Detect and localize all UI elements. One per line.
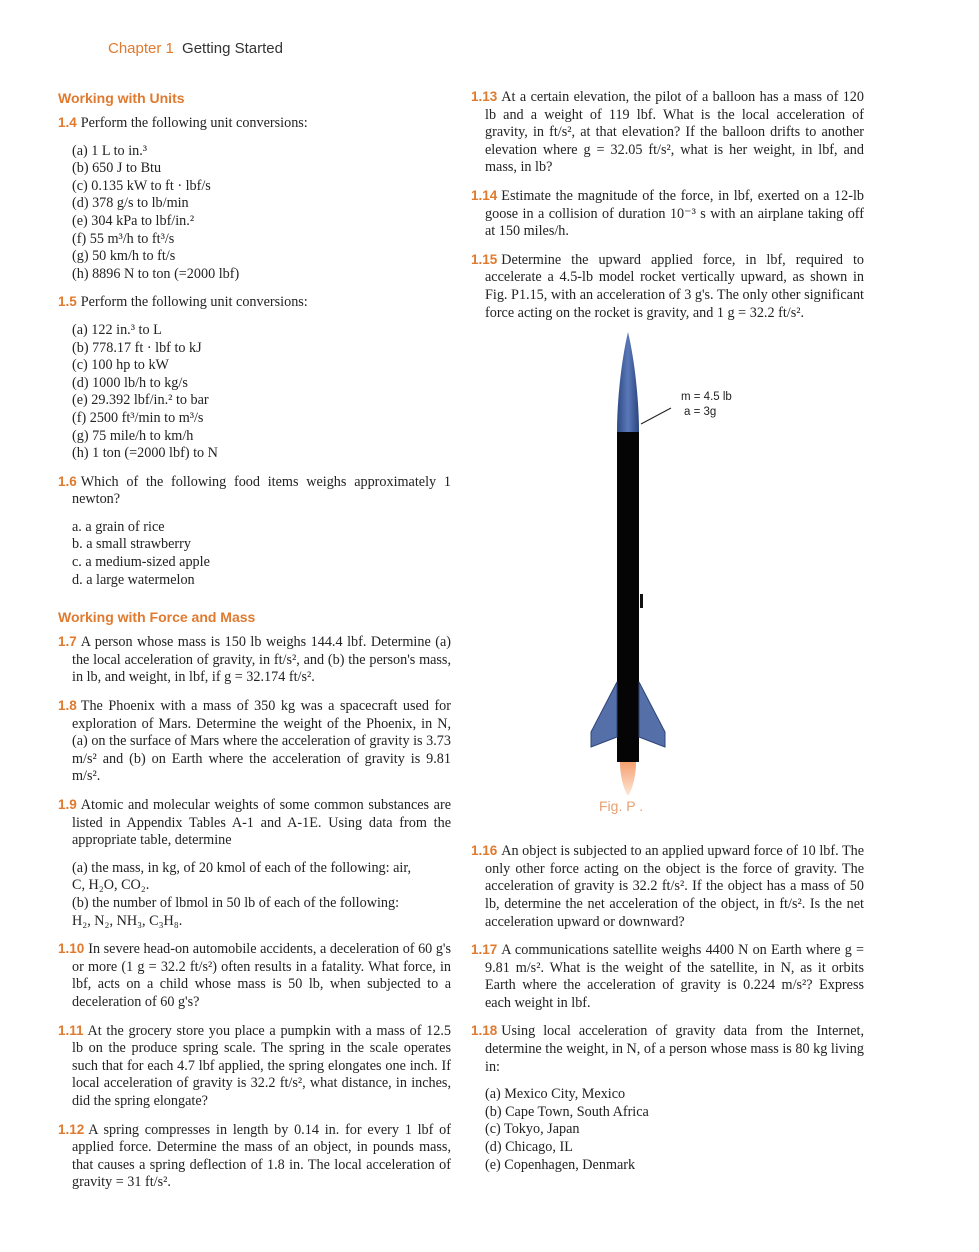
- problem-1-18: [471, 1022, 864, 1076]
- problem-1-12: [58, 1121, 451, 1192]
- problem-number: 1.7: [58, 634, 77, 650]
- problem-number: 1.18: [471, 1023, 498, 1039]
- problem-1-6: [58, 473, 451, 509]
- list-item: (h) 8896 N to ton (=2000 lbf): [72, 265, 240, 282]
- problem-number: 1.11: [58, 1022, 84, 1038]
- problem-1-13: [471, 88, 864, 177]
- right-fin: [639, 682, 665, 747]
- problem-1-8: [58, 697, 451, 786]
- nose-cone: [617, 332, 639, 432]
- problem-text: Perform the following unit conversions:: [80, 294, 308, 311]
- problem-number: 1.8: [58, 698, 77, 714]
- problem-number: 1.9: [58, 797, 77, 812]
- problem-text: An object is subjected to an applied upward force of 10 lbf. The only other force acting on the object is the force of gravity. The acceleration of gravity is 32.2 ft/s². If the object has a mass of 50 lb, determine the net acceleration of the object, in ft/s². Is the net acceleration upward or downward?: [485, 843, 864, 930]
- list-item: d. a large watermelon: [72, 571, 195, 588]
- list-item: (a) the mass, in kg, of 20 kmol of each of the following: air,: [72, 859, 412, 876]
- problem-1-9-items: [72, 860, 451, 930]
- problem-text: Estimate the magnitude of the force, in lbf, exerted on a 12-lb goose in a collision of duration 10⁻³ s with an airplane taking off at 150 miles/h.: [485, 187, 864, 240]
- list-item: (e) 29.392 lbf/in.² to bar: [72, 392, 209, 409]
- problem-number: 1.10: [58, 941, 85, 957]
- problem-1-16: [471, 842, 864, 931]
- problem-1-4: [58, 114, 451, 133]
- problem-number: 1.4: [58, 115, 77, 130]
- problem-1-6-items: [72, 519, 451, 589]
- list-item: (h) 1 ton (=2000 lbf) to N: [72, 445, 218, 462]
- rocket-illustration: [471, 332, 864, 802]
- section-heading-force-mass: Working with Force and Mass: [58, 609, 256, 626]
- left-fin: [591, 682, 617, 747]
- list-item: (c) 0.135 kW to ft · lbf/s: [72, 177, 211, 194]
- chapter-label: Chapter 1: [108, 40, 174, 57]
- list-item: (b) Cape Town, South Africa: [485, 1103, 649, 1120]
- list-item: (d) Chicago, IL: [485, 1139, 573, 1156]
- problem-number: 1.17: [471, 942, 498, 958]
- list-item: a. a grain of rice: [72, 518, 165, 535]
- list-item: (b) the number of lbmol in 50 lb of each of the following:: [72, 894, 400, 911]
- launch-lug: [640, 594, 643, 608]
- problem-1-17: [471, 941, 864, 1012]
- problem-text: A person whose mass is 150 lb weighs 144.4 lbf. Determine (a) the local acceleration of gravity, in ft/s², and (b) the person's mass, in lb, and weight, in lbf, if g = 32.174 ft/s².: [72, 634, 451, 686]
- problem-number: 1.14: [471, 187, 498, 203]
- problem-text: Perform the following unit conversions:: [80, 115, 308, 131]
- list-item: H₂, N₂, NH₃, C₃H₈.: [72, 912, 183, 929]
- list-item: (a) Mexico City, Mexico: [485, 1086, 626, 1103]
- problem-number: 1.16: [471, 843, 498, 859]
- problem-number: 1.13: [471, 89, 498, 104]
- page-header: [108, 40, 283, 57]
- list-item: (d) 378 g/s to lb/min: [72, 195, 189, 212]
- problem-text: Determine the upward applied force, in lbf, required to accelerate a 4.5-lb model rocket vertically upward, as shown in Fig. P1.15, with an acceleration of 3 g's. The only other significant force acting on the rocket is gravity, and 1 g = 32.2 ft/s².: [485, 251, 864, 321]
- problem-text: Using local acceleration of gravity data from the Internet, determine the weight, in N, of a person whose mass is 80 kg living in:: [485, 1023, 864, 1075]
- problem-number: 1.6: [58, 473, 77, 489]
- list-item: c. a medium-sized apple: [72, 554, 210, 571]
- acceleration-label: a = 3g: [684, 406, 717, 419]
- problem-text: A communications satellite weighs 4400 N on Earth where g = 9.81 m/s². What is the weight of the satellite, in N, as it orbits Earth where the acceleration of gravity is 0.224 m/s²? Express each weight in lbf.: [485, 942, 864, 1011]
- problem-1-10: [58, 940, 451, 1011]
- list-item: (b) 778.17 ft · lbf to kJ: [72, 339, 202, 356]
- problem-number: 1.12: [58, 1121, 85, 1137]
- section-heading-units: Working with Units: [58, 90, 185, 106]
- list-item: (c) 100 hp to kW: [72, 357, 169, 374]
- mass-label: m = 4.5 lb: [681, 391, 732, 404]
- problem-text: At the grocery store you place a pumpkin with a mass of 12.5 lb on the produce spring scale. The spring in the scale operates such that for each 4.7 lbf applied, the spring elongates one inch. If local acceleration of gravity is 32.2 ft/s², what distance, in inches, did the spring elongate?: [72, 1022, 451, 1109]
- list-item: (a) 122 in.³ to L: [72, 321, 162, 338]
- problem-1-15: [471, 251, 864, 322]
- rocket-body: [617, 432, 639, 762]
- chapter-title: Getting Started: [182, 40, 283, 57]
- problem-text: Which of the following food items weighs approximately 1 newton?: [72, 473, 451, 508]
- exhaust-flame: [620, 762, 636, 796]
- problem-number: 1.15: [471, 251, 498, 267]
- list-item: (f) 55 m³/h to ft³/s: [72, 230, 175, 247]
- figure-caption: Fig. P .: [599, 798, 644, 815]
- problem-1-18-items: [485, 1086, 864, 1174]
- right-column: [471, 88, 864, 1184]
- problem-text: In severe head-on automobile accidents, a deceleration of 60 g's or more (1 g = 32.2 ft/s²) often results in a fatality. What force, in lbf, acts on a child whose mass is 50 lb, when subjected to a deceleration of 60 g's?: [72, 941, 451, 1010]
- problem-text: A spring compresses in length by 0.14 in. for every 1 lbf of applied force. Determine the mass of an object, in pounds mass, that causes a spring deflection of 1.8 in. The local acceleration of gravity = 31 ft/s².: [72, 1121, 451, 1191]
- list-item: (g) 75 mile/h to km/h: [72, 427, 194, 444]
- list-item: (d) 1000 lb/h to kg/s: [72, 374, 188, 391]
- problem-1-14: [471, 187, 864, 241]
- problem-text: Atomic and molecular weights of some common substances are listed in Appendix Tables A-1 and A-1E. Using data from the appropriate table, determine: [72, 797, 451, 849]
- list-item: (a) 1 L to in.³: [72, 142, 148, 159]
- list-item: (e) 304 kPa to lbf/in.²: [72, 212, 195, 229]
- left-column: [58, 88, 451, 1202]
- problem-1-5: [58, 293, 451, 312]
- problem-1-9: [58, 796, 451, 850]
- list-item: (e) Copenhagen, Denmark: [485, 1156, 636, 1173]
- problem-1-4-items: [72, 143, 451, 284]
- problem-1-11: [58, 1022, 451, 1111]
- problem-text: The Phoenix with a mass of 350 kg was a spacecraft used for exploration of Mars. Determine the weight of the Phoenix, in N, (a) on the surface of Mars where the acceleration of gravity is 3.73 m/s² and (b) on Earth where the acceleration of gravity is 9.81 m/s².: [72, 698, 451, 785]
- problem-1-5-items: [72, 322, 451, 463]
- rocket-figure: [471, 332, 864, 832]
- list-item: (c) Tokyo, Japan: [485, 1121, 580, 1138]
- label-leader-line: [641, 408, 671, 424]
- list-item: (g) 50 km/h to ft/s: [72, 248, 176, 265]
- problem-1-7: [58, 633, 451, 687]
- list-item: (b) 650 J to Btu: [72, 160, 162, 177]
- list-item: b. a small strawberry: [72, 536, 191, 553]
- list-item: (f) 2500 ft³/min to m³/s: [72, 409, 204, 426]
- problem-number: 1.5: [58, 294, 77, 310]
- list-item: C, H₂O, CO₂.: [72, 877, 150, 894]
- problem-text: At a certain elevation, the pilot of a balloon has a mass of 120 lb and a weight of 119 lbf. What is the local acceleration of gravity, in ft/s², at that elevation? If the balloon drifts to another elevation where g = 32.05 ft/s², what is her weight, in lbf, and mass, in lb?: [485, 89, 864, 176]
